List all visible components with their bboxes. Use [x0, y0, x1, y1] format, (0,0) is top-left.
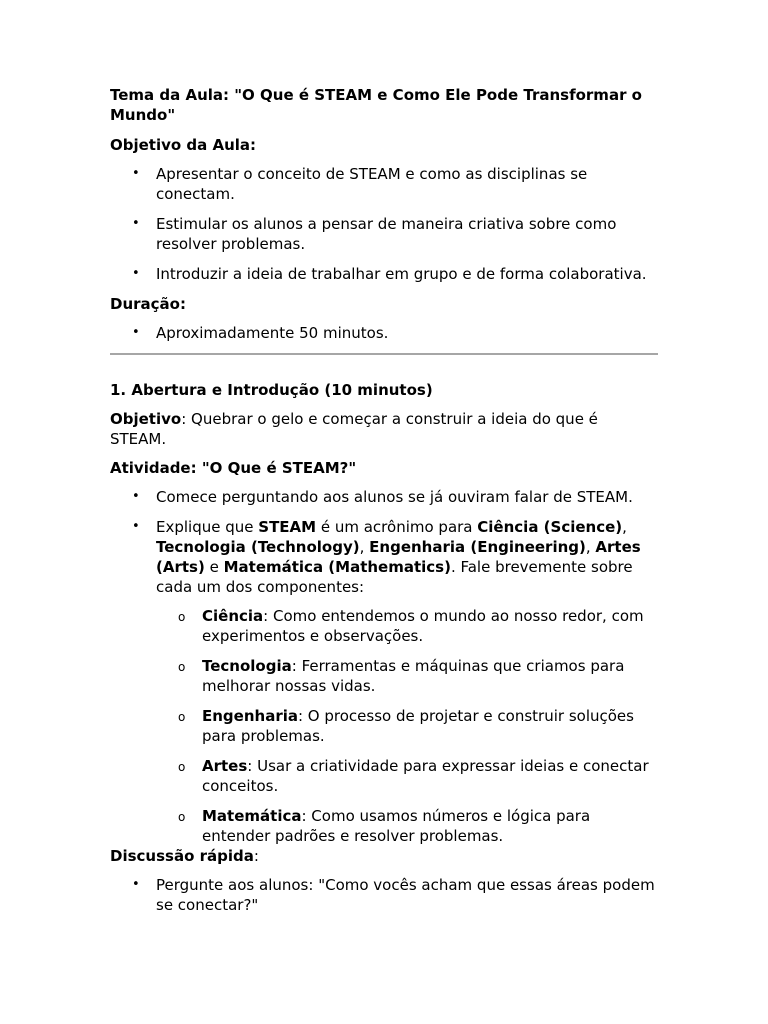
discussion-label: Discussão rápida:	[110, 847, 259, 865]
section-objective: Objetivo: Quebrar o gelo e começar a construir a ideia do que é STEAM.	[110, 410, 598, 448]
circle-bullet-icon: o	[178, 610, 186, 624]
objective-label: Objetivo da Aula:	[110, 136, 257, 154]
circle-bullet-icon: o	[178, 760, 186, 774]
bullet-icon: •	[132, 266, 140, 281]
bullet-icon: •	[132, 489, 140, 504]
circle-bullet-icon: o	[178, 710, 186, 724]
bullet-icon: •	[132, 216, 140, 231]
document-page	[110, 85, 658, 915]
bullet-icon: •	[132, 325, 140, 340]
list-item: o Tecnologia: Ferramentas e máquinas que criamos para melhorar nossas vidas.	[178, 657, 625, 695]
list-item: • Apresentar o conceito de STEAM e como as disciplinas se conectam.	[132, 165, 588, 203]
list-item: o Engenharia: O processo de projetar e construir soluções para problemas.	[178, 707, 634, 745]
list-item: o Matemática: Como usamos números e lógica para entender padrões e resolver problemas.	[178, 807, 591, 845]
list-item: • Pergunte aos alunos: "Como vocês acham que essas áreas podem se conectar?"	[132, 876, 655, 914]
bullet-icon: •	[132, 166, 140, 181]
list-item: • Aproximadamente 50 minutos.	[132, 324, 389, 342]
list-item: o Ciência: Como entendemos o mundo ao nosso redor, com experimentos e observações.	[178, 607, 644, 645]
discussion-list	[110, 875, 658, 915]
bullet-icon: •	[132, 877, 140, 892]
objective-term: Objetivo	[110, 410, 182, 428]
list-item: • Explique que STEAM é um acrônimo para Ciência (Science), Tecnologia (Technology), Engenharia (Engineering), Artes (Arts) e Matemática (Mathematics). Fale brevemente sobre cada um dos componentes: o Ciência: Como entendemos o mundo ao nosso redor, com experimentos e observações. o Tecnologia: Ferramentas e máquinas que criamos para melhorar nossas vidas. o Engenharia: O processo de projetar e construir soluções para problemas. o Artes: Usar a criatividade para expressar ideias e conectar conceitos. o Matemática: Como usamos números e lógica para entender padrões e resolver problemas.	[110, 517, 658, 846]
horizontal-divider	[110, 353, 658, 355]
activity-label: Atividade: "O Que é STEAM?"	[110, 459, 357, 477]
lesson-title: Tema da Aula: "O Que é STEAM e Como Ele Pode Transformar o Mundo"	[110, 86, 642, 124]
circle-bullet-icon: o	[178, 660, 186, 674]
list-item: o Artes: Usar a criatividade para expressar ideias e conectar conceitos.	[178, 757, 649, 795]
list-item: • Estimular os alunos a pensar de maneira criativa sobre como resolver problemas.	[132, 215, 617, 253]
objectives-list	[110, 164, 658, 284]
bullet-icon: •	[132, 519, 140, 534]
list-item: • Comece perguntando aos alunos se já ouviram falar de STEAM.	[132, 488, 633, 506]
duration-list	[110, 323, 658, 343]
list-item: • Introduzir a ideia de trabalhar em grupo e de forma colaborativa.	[132, 265, 647, 283]
duration-label: Duração:	[110, 295, 186, 313]
components-list	[156, 606, 658, 846]
activity-list	[110, 487, 658, 846]
section-heading: 1. Abertura e Introdução (10 minutos)	[110, 381, 433, 399]
circle-bullet-icon: o	[178, 810, 186, 824]
